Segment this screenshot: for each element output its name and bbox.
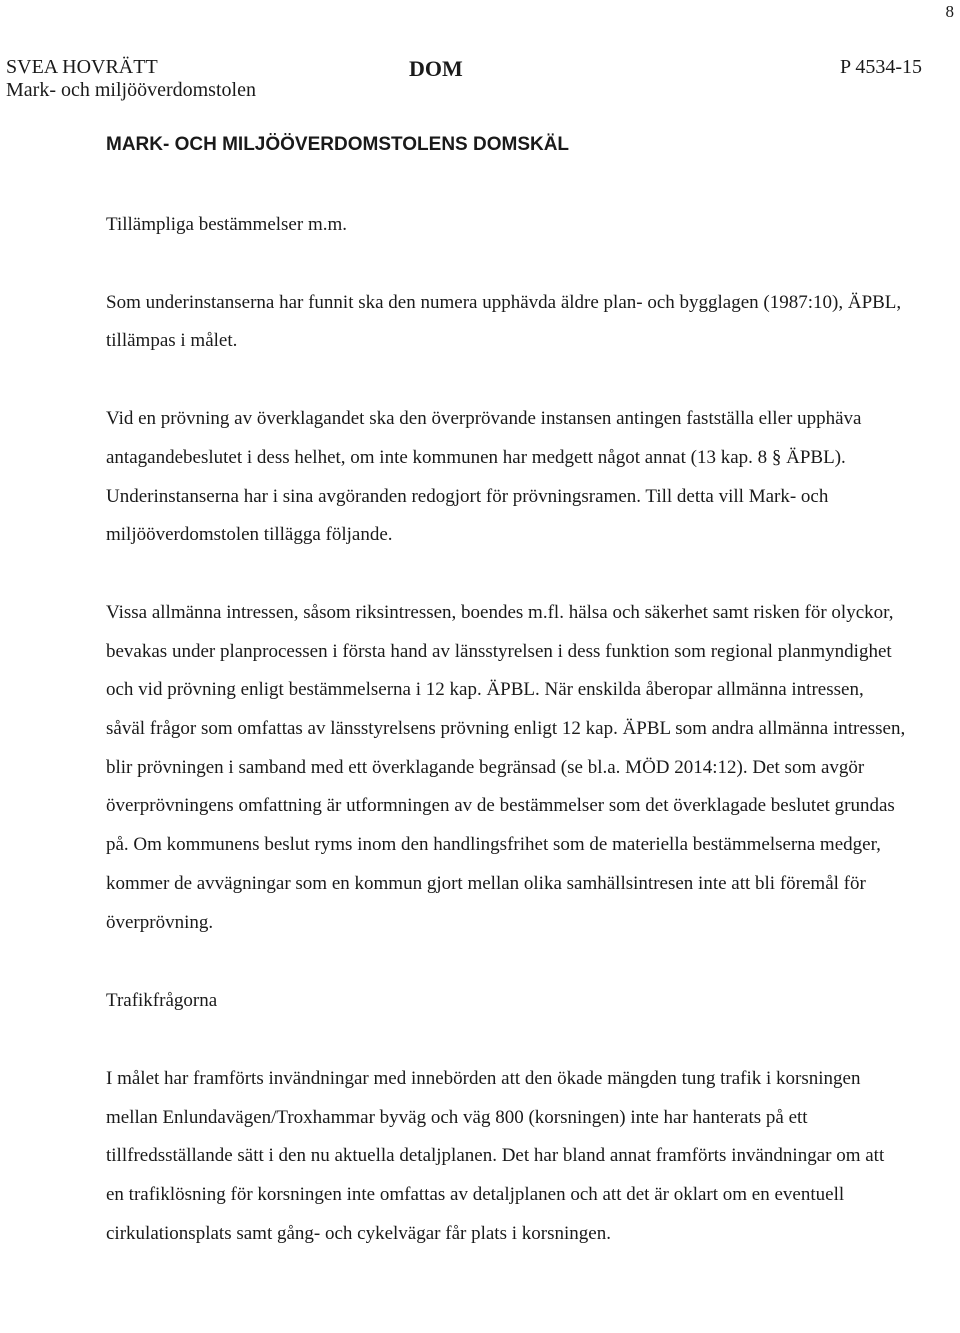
subheading-traffic: Trafikfrågorna	[106, 990, 218, 1012]
paragraph-review-scope: Vid en prövning av överklagandet ska den överprövande instansen antingen fastställa eller upphäva antagandebeslutet i dess helhet, om inte kommunen har medgett något annat (13 kap. 8 § ÄPBL). Underinstanserna har i sina avgöranden redogjort för prövningsramen. Till detta vill Mark- och miljööverdomstolen tillägga följande.	[106, 408, 862, 546]
court-name: SVEA HOVRÄTT	[6, 56, 158, 78]
document-header	[6, 56, 922, 106]
document-body	[106, 128, 906, 1253]
paragraph-applicable-law: Som underinstanserna har funnit ska den numera upphävda äldre plan- och bygglagen (1987:10), ÄPBL, tillämpas i målet.	[106, 291, 902, 352]
court-block	[6, 56, 256, 102]
subheading-applicable-provisions: Tillämpliga bestämmelser m.m.	[106, 214, 347, 235]
paragraph-public-interests: Vissa allmänna intressen, såsom riksintressen, boendes m.fl. hälsa och säkerhet samt risken för olyckor, bevakas under planprocessen i första hand av länsstyrelsen i dess funktion som regional planmyndighet och vid prövning enligt bestämmelserna i 12 kap. ÄPBL. När enskilda åberopar allmänna intressen, såväl frågor som omfattas av länsstyrelsens prövning enligt 12 kap. ÄPBL som andra allmänna intressen, blir prövningen i samband med ett överklagande begränsad (se bl.a. MÖD 2014:12). Det som avgör överprövningens omfattning är utformningen av de bestämmelser som det överklagade beslutet grundas på. Om kommunens beslut ryms inom den handlingsfrihet som de materiella bestämmelserna medger, kommer de avvägningar som en kommun gjort mellan olika samhällsintresen inte att bli föremål för överprövning.	[106, 601, 906, 933]
page-number: 8	[945, 2, 954, 21]
court-division: Mark- och miljööverdomstolen	[6, 79, 256, 101]
paragraph-traffic: I målet har framförts invändningar med innebörden att den ökade mängden tung trafik i korsningen mellan Enlundavägen/Troxhammar byväg och väg 800 (korsningen) inte har hanterats på ett tillfredsställande sätt i den nu aktuella detaljplanen. Det har bland annat framförts invändningar om att en trafiklösning för korsningen inte omfattas av detaljplanen och att det är oklart om en eventuell cirkulationsplats samt gång- och cykelvägar får plats i korsningen.	[106, 1067, 885, 1244]
document-type: DOM	[409, 56, 463, 81]
case-number: P 4534-15	[839, 56, 922, 78]
section-title: MARK- OCH MILJÖÖVERDOMSTOLENS DOMSKÄL	[106, 134, 570, 155]
